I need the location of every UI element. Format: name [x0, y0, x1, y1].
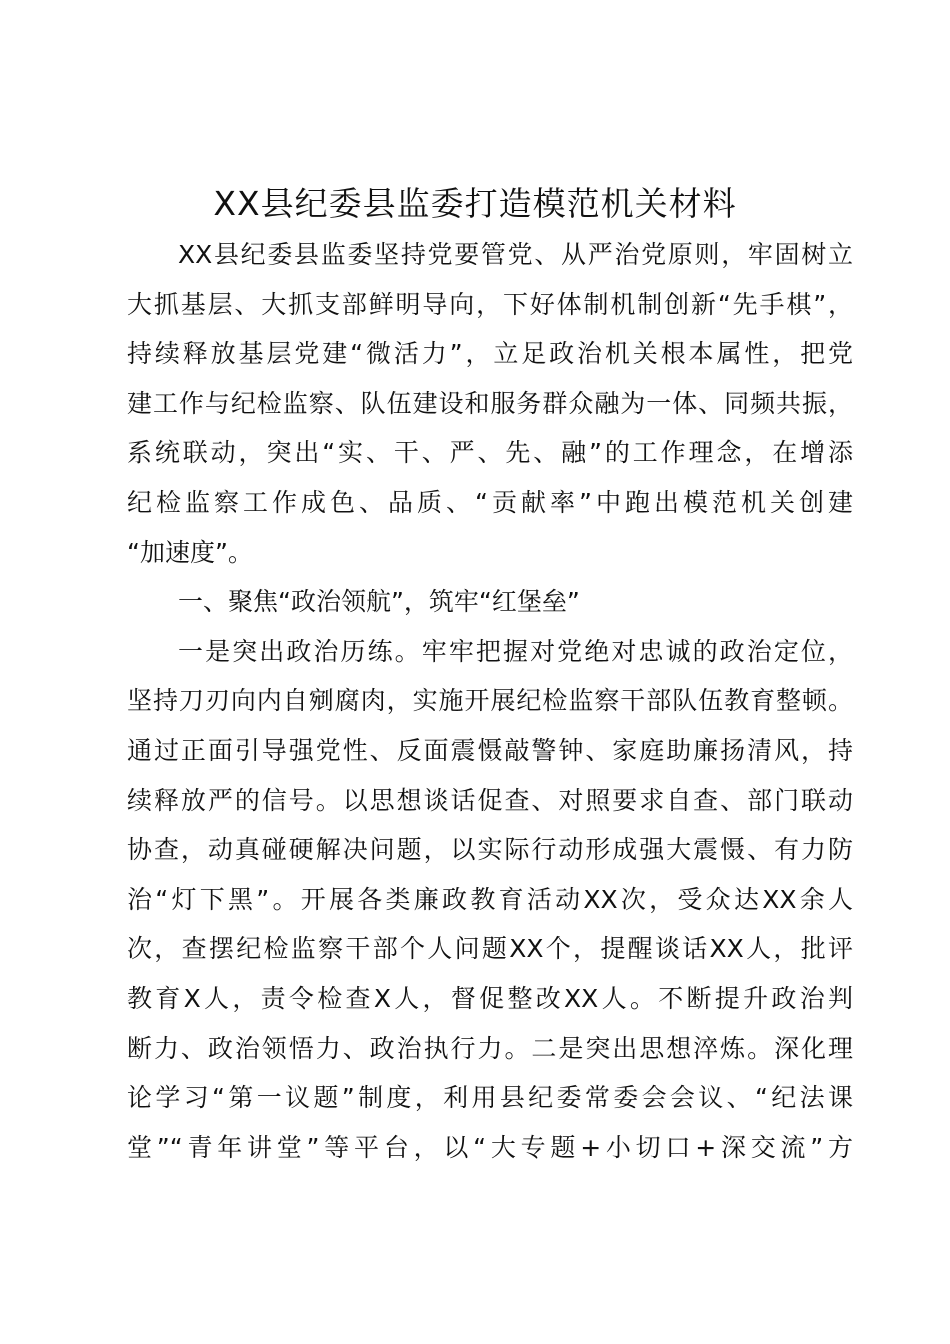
paragraph-line: 教育X人，责令检查X人，督促整改XX人。不断提升政治判 — [127, 983, 853, 1013]
paragraph-line: 纪检监察工作成色、品质、“贡献率”中跑出模范机关创建 — [127, 487, 853, 517]
paragraph-line: 续释放严的信号。以思想谈话促查、对照要求自查、部门联动 — [127, 785, 853, 815]
paragraph-line: 一是突出政治历练。牢牢把握对党绝对忠诚的政治定位， — [178, 636, 853, 666]
paragraph-line: 断力、政治领悟力、政治执行力。二是突出思想淬炼。深化理 — [127, 1033, 853, 1063]
paragraph-line: 协查，动真碰硬解决问题，以实际行动形成强大震慑、有力防 — [127, 835, 853, 865]
document-body — [127, 230, 853, 1172]
paragraph-line: 通过正面引导强党性、反面震慑敲警钟、家庭助廉扬清风，持 — [127, 735, 853, 765]
paragraph-line: 系统联动，突出“实、干、严、先、融”的工作理念，在增添 — [127, 438, 853, 468]
paragraph-line: 堂”“青年讲堂”等平台，以“大专题+小切口+深交流”方 — [127, 1132, 853, 1162]
document-title: XX县纪委县监委打造模范机关材料 — [213, 184, 737, 223]
paragraph-line: 建工作与纪检监察、队伍建设和服务群众融为一体、同频共振， — [127, 388, 853, 418]
paragraph-line: “加速度”。 — [127, 537, 253, 567]
section-heading: 一、聚焦“政治领航”，筑牢“红堡垒” — [178, 587, 580, 617]
paragraph-line: 持续释放基层党建“微活力”，立足政治机关根本属性，把党 — [127, 339, 853, 369]
paragraph-line: XX县纪委县监委坚持党要管党、从严治党原则，牢固树立 — [178, 240, 853, 269]
paragraph-line: 坚持刀刃向内自剜腐肉，实施开展纪检监察干部队伍教育整顿。 — [127, 686, 853, 716]
paragraph-line: 论学习“第一议题”制度，利用县纪委常委会会议、“纪法课 — [127, 1083, 853, 1113]
paragraph-line: 次，查摆纪检监察干部个人问题XX个，提醒谈话XX人，批评 — [127, 934, 853, 964]
paragraph-line: 治“灯下黑”。开展各类廉政教育活动XX次，受众达XX余人 — [127, 884, 853, 914]
paragraph-line: 大抓基层、大抓支部鲜明导向，下好体制机制创新“先手棋”， — [127, 289, 853, 319]
